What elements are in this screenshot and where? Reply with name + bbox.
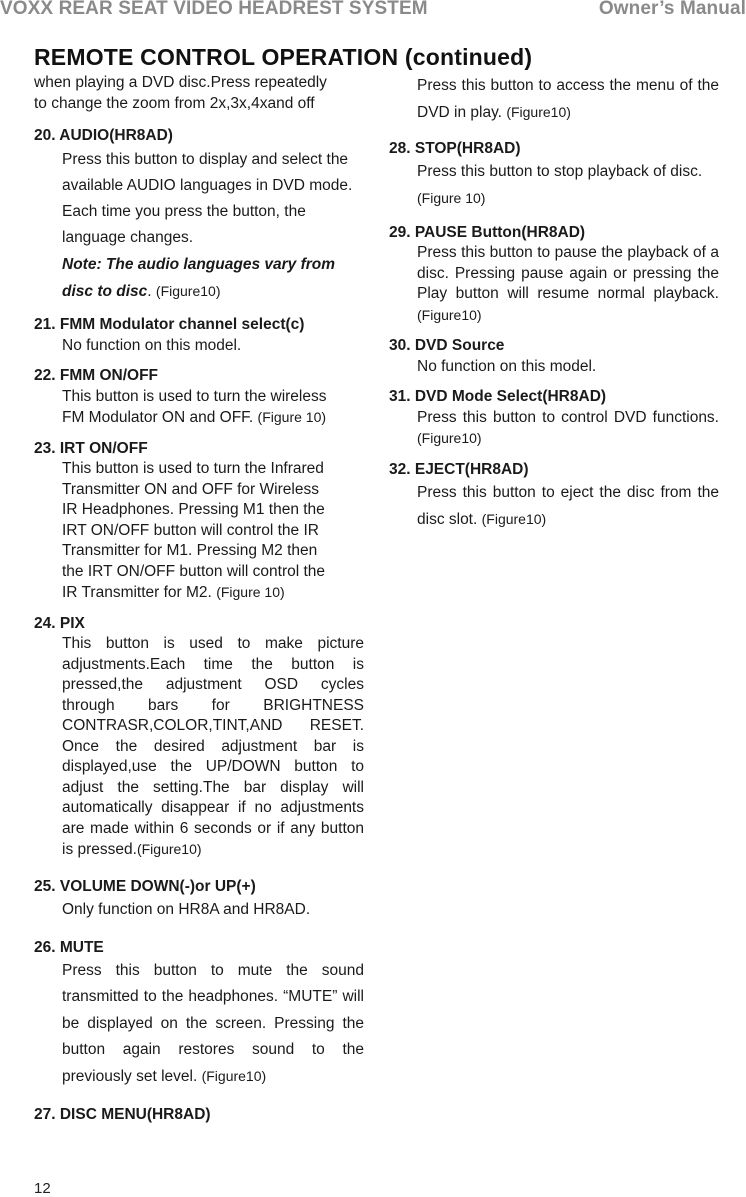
item-title: 20. AUDIO(HR8AD)	[34, 127, 173, 144]
section-title: REMOTE CONTROL OPERATION (continued)	[34, 44, 533, 70]
item-line: the IRT ON/OFF button will control the	[62, 562, 326, 580]
item-text: Press this button to pause the playback of a disc. Pressing pause again or pressing the Play button will resume normal playback.	[417, 244, 719, 303]
item-body	[34, 147, 364, 306]
item-text: IR Transmitter for M2.	[62, 584, 212, 602]
item-line: IR Headphones. Pressing M1 then the	[62, 501, 325, 519]
item-text: Press this button to mute the sound transmitted to the headphones. “MUTE” will be displayed on the screen. Pressing the button again restores sound to the previously set level.	[62, 962, 364, 1086]
intro-line: when playing a DVD disc.Press repeatedly	[34, 74, 327, 91]
manual-header-title: VOXX REAR SEAT VIDEO HEADREST SYSTEM	[0, 0, 428, 19]
item-text: Press this button to access the menu of the DVD in play.	[417, 77, 719, 122]
figure-ref: (Figure10)	[417, 430, 482, 447]
figure-ref: (Figure10)	[481, 511, 547, 528]
item-body	[389, 480, 719, 534]
item-note	[62, 252, 364, 306]
item-title: 29. PAUSE Button(HR8AD)	[389, 223, 586, 241]
item-line: Transmitter ON and OFF for Wireless	[62, 480, 319, 498]
item-body	[34, 387, 364, 429]
item-body	[34, 459, 364, 604]
item-line: IRT ON/OFF button will control the IR	[62, 521, 319, 539]
item-text: Press this button to stop playback of disc.	[417, 163, 703, 181]
item-title: 23. IRT ON/OFF	[34, 439, 148, 457]
item-pix	[34, 614, 364, 861]
item-line: This button is used to turn the Infrared	[62, 460, 324, 478]
item-title: 21. FMM Modulator channel select(c)	[34, 316, 305, 334]
item-irt-on-off	[34, 439, 364, 604]
item-text: Press this button to eject the disc from the disc slot.	[417, 484, 719, 529]
intro-text	[34, 73, 364, 114]
item-dvd-source	[389, 336, 719, 377]
item-title: 30. DVD Source	[389, 337, 505, 355]
item-text: FM Modulator ON and OFF.	[62, 409, 254, 427]
right-column	[389, 73, 719, 544]
item-title: 32. EJECT(HR8AD)	[389, 460, 529, 478]
item-body	[389, 408, 719, 450]
item-line: This button is used to turn the wireless	[62, 387, 327, 405]
item-title: 22. FMM ON/OFF	[34, 367, 158, 385]
figure-ref: (Figure 10)	[257, 409, 327, 426]
item-fmm-on-off	[34, 366, 364, 429]
item-body	[389, 159, 719, 213]
manual-header-subtitle: Owner’s Manual	[598, 0, 746, 19]
item-body	[389, 243, 719, 326]
item-body	[34, 634, 364, 861]
item-title: 28. STOP(HR8AD)	[389, 139, 521, 157]
figure-ref: (Figure10)	[155, 282, 221, 299]
item-disc-menu	[34, 1105, 364, 1126]
item-title: 25. VOLUME DOWN(-)or UP(+)	[34, 877, 256, 895]
item-body	[389, 73, 719, 127]
item-mute	[34, 938, 364, 1091]
item-volume	[34, 877, 364, 924]
item-body	[34, 958, 364, 1090]
item-stop	[389, 139, 719, 213]
intro-line: to change the zoom from 2x,3x,4xand off	[34, 94, 315, 112]
item-text: No function on this model.	[62, 336, 242, 354]
item-disc-menu-continued	[389, 73, 719, 127]
item-title: 24. PIX	[34, 614, 85, 632]
item-audio	[34, 126, 364, 305]
note-tail: .	[147, 282, 152, 300]
figure-ref: (Figure 10)	[216, 584, 285, 601]
item-title: 27. DISC MENU(HR8AD)	[34, 1105, 211, 1123]
item-title: 26. MUTE	[34, 938, 104, 956]
item-title: 31. DVD Mode Select(HR8AD)	[389, 388, 607, 406]
item-text: No function on this model.	[417, 357, 597, 375]
item-eject	[389, 460, 719, 534]
item-pause	[389, 223, 719, 327]
figure-ref: (Figure 10)	[417, 190, 486, 207]
item-line	[62, 582, 364, 604]
figure-ref: (Figure10)	[417, 306, 482, 323]
figure-ref: (Figure10)	[136, 841, 202, 858]
page-number: 12	[34, 1180, 51, 1197]
item-line	[62, 407, 364, 429]
item-line: Transmitter for M1. Pressing M2 then	[62, 542, 318, 560]
item-text: This button is used to make picture adjustments.Each time the button is pressed,the adjustment OSD cycles through bars for BRIGHTNESS CONTRASR,COLOR,TINT,AND RESET. Once the desired adjustment bar is displayed,use the UP/DOWN button to adjust the setting.The bar display will automatically disappear if no adjustments are made within 6 seconds or if any button is pressed.	[62, 635, 364, 859]
item-text: Only function on HR8A and HR8AD.	[62, 901, 311, 919]
item-fmm-modulator	[34, 315, 364, 356]
item-text: Press this button to display and select the available AUDIO languages in DVD mode. Each time you press the button, the language changes.	[62, 150, 353, 247]
left-column	[34, 73, 364, 1135]
item-text: Press this button to control DVD functions.	[417, 408, 719, 426]
figure-ref: (Figure10)	[201, 1068, 267, 1085]
note-text: Note: The audio languages vary from disc to disc	[62, 255, 336, 300]
figure-ref: (Figure10)	[506, 104, 571, 121]
item-dvd-mode-select	[389, 387, 719, 450]
